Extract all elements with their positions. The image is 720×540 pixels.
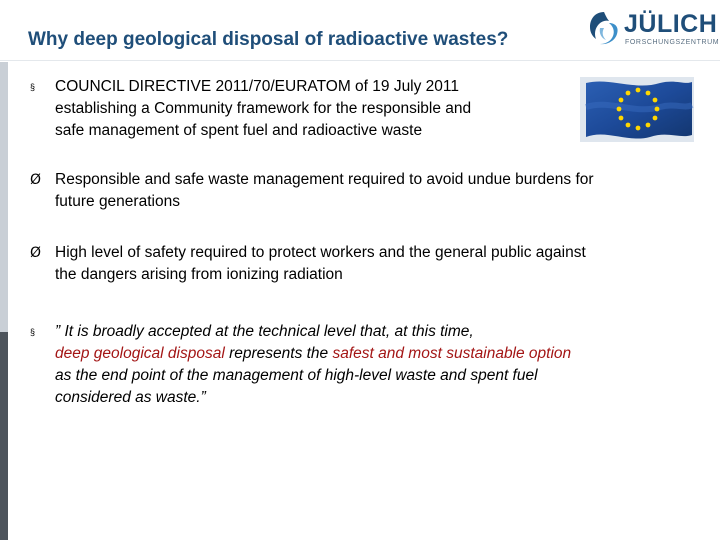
page-title: Why deep geological disposal of radioactive wastes? <box>28 29 509 50</box>
side-accent-bar-dark <box>0 332 8 540</box>
side-accent-bar-light <box>0 62 8 332</box>
quote-line: considered as waste.” <box>55 389 206 406</box>
quote-connector: represents the <box>224 345 333 362</box>
bullet-future-generations <box>30 169 680 213</box>
bullet-marker: § <box>30 82 36 92</box>
bullet-text <box>55 169 680 213</box>
logo-wordmark: JÜLICH <box>624 10 718 38</box>
highlight-safest-option: safest and most sustainable option <box>332 345 572 362</box>
bullet-text <box>55 242 680 286</box>
highlight-deep-geological-disposal: deep geological disposal <box>55 345 225 362</box>
julich-logo-mark-icon <box>588 10 620 46</box>
bullet-line: the dangers arising from ionizing radiation <box>55 266 343 283</box>
bullet-quote <box>30 321 680 409</box>
bullet-line: safe management of spent fuel and radioactive waste <box>55 122 423 139</box>
quote-line: as the end point of the management of high-level waste and spent fuel <box>55 367 538 384</box>
bullet-directive <box>30 76 680 142</box>
bullet-line: High level of safety required to protect workers and the general public against <box>55 244 586 261</box>
quote-line <box>55 343 680 365</box>
bullet-text <box>55 76 680 142</box>
header-divider <box>0 60 720 61</box>
bullet-line: Responsible and safe waste management required to avoid undue burdens for <box>55 171 594 188</box>
arrow-bullet-marker: Ø <box>30 245 42 261</box>
bullet-line: future generations <box>55 193 180 210</box>
bullet-line: establishing a Community framework for the responsible and <box>55 100 472 117</box>
quote-text <box>55 321 680 409</box>
quote-line: ” It is broadly accepted at the technical level that, at this time, <box>55 323 474 340</box>
logo-subtitle: FORSCHUNGSZENTRUM <box>625 39 720 46</box>
julich-logo <box>588 8 720 52</box>
arrow-bullet-marker: Ø <box>30 172 42 188</box>
bullet-safety <box>30 242 680 286</box>
bullet-line: COUNCIL DIRECTIVE 2011/70/EURATOM of 19 July 2011 <box>55 78 460 95</box>
bullet-marker: § <box>30 327 36 337</box>
